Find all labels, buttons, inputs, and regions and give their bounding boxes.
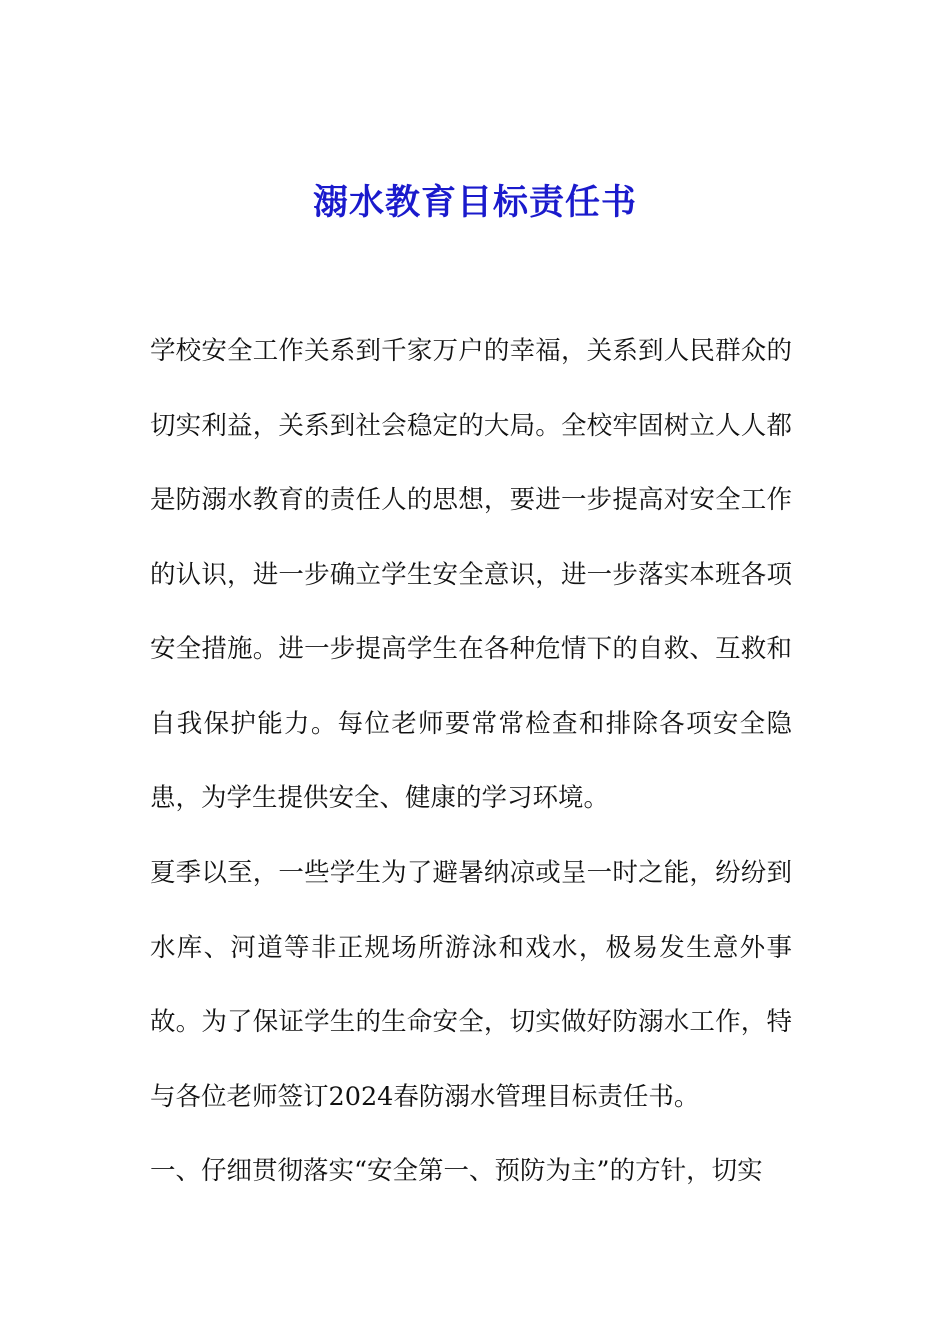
body-paragraph-intro: 学校安全工作关系到千家万户的幸福，关系到人民群众的切实利益，关系到社会稳定的大局。全校牢固树立人人都是防溺水教育的责任人的思想，要进一步提高对安全工作的认识，进一步确立学生安全意识，进一步落实本班各项安全措施。进一步提高学生在各种危情下的自救、互救和自我保护能力。每位老师要常常检查和排除各项安全隐患，为学生提供安全、健康的学习环境。 — [150, 336, 792, 813]
body-paragraph-summer: 夏季以至，一些学生为了避暑纳凉或呈一时之能，纷纷到水库、河道等非正规场所游泳和戏水，极易发生意外事故。为了保证学生的生命安全，切实做好防溺水工作，特与各位老师签订2024春防溺水管理目标责任书。 — [150, 858, 792, 1112]
document-title: 溺水教育目标责任书 — [312, 182, 637, 223]
body-paragraph-item-one: 一、仔细贯彻落实“安全第一、预防为主”的方针，切实 — [150, 1156, 763, 1186]
